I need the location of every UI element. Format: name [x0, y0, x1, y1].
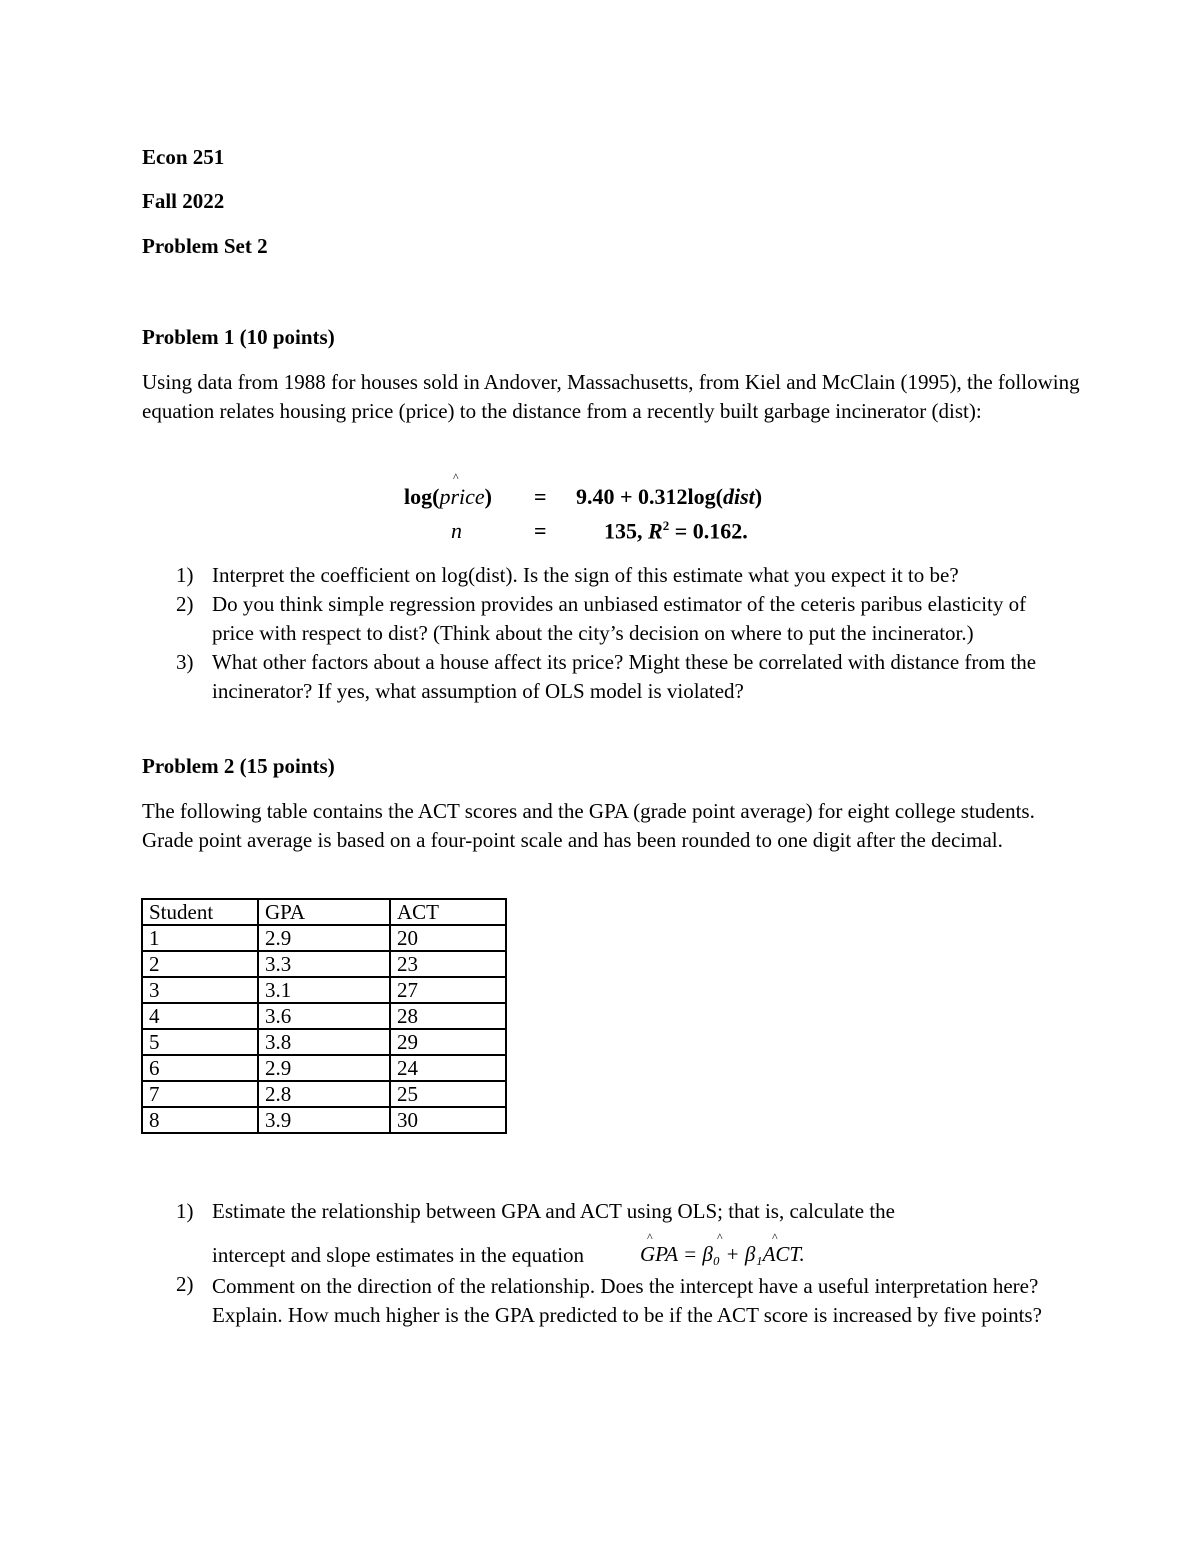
table-row: [142, 977, 506, 1003]
p2-question1-number: 1): [176, 1199, 194, 1223]
table-cell: 7: [142, 1081, 258, 1107]
course-title: Econ 251: [142, 145, 225, 169]
term: Fall 2022: [142, 189, 225, 213]
gpa-equation: GPA = β₀ + β₁ACT.: [640, 1242, 805, 1266]
problem1-questions: [142, 561, 1072, 706]
table-row: [142, 1029, 506, 1055]
question-text: Do you think simple regression provides an unbiased estimator of the ceteris paribus elasticity of price with respect to dist? (Think about the city’s decision on where to put the incinerator.): [212, 592, 1027, 645]
table-cell: 2: [142, 951, 258, 977]
equation-equals-1: =: [534, 484, 547, 509]
table-cell: 1: [142, 925, 258, 951]
problem1-title: Problem 1 (10 points): [142, 325, 335, 349]
question-number: 2): [176, 592, 194, 616]
equation-equals-2: =: [534, 518, 547, 543]
table-cell: 8: [142, 1107, 258, 1133]
problem2-title: Problem 2 (15 points): [142, 754, 335, 778]
problem1-intro: Using data from 1988 for houses sold in Andover, Massachusetts, from Kiel and McClain (1995), the following equation relates housing price (price) to the distance from a recently built garbage incinerator (dist):: [142, 370, 1080, 423]
table-row: [142, 951, 506, 977]
table-row: [142, 1003, 506, 1029]
table-cell: 24: [390, 1055, 506, 1081]
equation-n: n: [451, 518, 462, 543]
table-cell: 4: [142, 1003, 258, 1029]
table-cell: 3.1: [258, 977, 390, 1003]
table-cell: 2.9: [258, 925, 390, 951]
question-number: 3): [176, 650, 194, 674]
table-cell: 3: [142, 977, 258, 1003]
equation-lhs: log(price): [404, 484, 492, 509]
table-row: [142, 1107, 506, 1133]
question-text: What other factors about a house affect its price? Might these be correlated with distance from the incinerator? If yes, what assumption of OLS model is violated?: [212, 650, 1037, 703]
question-item: [142, 648, 1072, 706]
equation-rhs: 9.40 + 0.312log(dist): [576, 484, 763, 509]
gpa-act-table: [141, 898, 507, 1134]
table-cell: 3.3: [258, 951, 390, 977]
question-number: 1): [176, 563, 194, 587]
p2-question2-number: 2): [176, 1272, 194, 1296]
hat-mark: ^: [453, 470, 459, 484]
equation-n-value: 135, $R^2 = 0.162$.: [604, 518, 748, 544]
table-cell: 25: [390, 1081, 506, 1107]
p2-question1-line1: Estimate the relationship between GPA and ACT using OLS; that is, calculate the: [212, 1199, 895, 1223]
table-cell: 6: [142, 1055, 258, 1081]
table-cell: 2.8: [258, 1081, 390, 1107]
table-row: [142, 1081, 506, 1107]
table-header-row: [142, 899, 506, 925]
hat-mark: ^: [647, 1230, 653, 1244]
question-item: [142, 561, 1072, 590]
table-cell: 29: [390, 1029, 506, 1055]
table-cell: 5: [142, 1029, 258, 1055]
table-cell: 27: [390, 977, 506, 1003]
question-text: Interpret the coefficient on log(dist). Is the sign of this estimate what you expect it to be?: [212, 563, 959, 587]
problem-set-title: Problem Set 2: [142, 234, 268, 258]
table-cell: 3.6: [258, 1003, 390, 1029]
table-row: [142, 1055, 506, 1081]
hat-mark: ^: [772, 1230, 778, 1244]
table-header-cell: Student: [142, 899, 258, 925]
table-cell: 3.8: [258, 1029, 390, 1055]
p2-question2-text: Comment on the direction of the relationship. Does the intercept have a useful interpretation here? Explain. How much higher is the GPA predicted to be if the ACT score is increased by five points?: [212, 1274, 1042, 1327]
table-cell: 3.9: [258, 1107, 390, 1133]
table-cell: 30: [390, 1107, 506, 1133]
question-item: [142, 590, 1072, 648]
table-header-cell: ACT: [390, 899, 506, 925]
table-cell: 28: [390, 1003, 506, 1029]
table-row: [142, 925, 506, 951]
table-cell: 20: [390, 925, 506, 951]
p2-question1-line2: intercept and slope estimates in the equation: [212, 1243, 585, 1267]
table-cell: 2.9: [258, 1055, 390, 1081]
table-header-cell: GPA: [258, 899, 390, 925]
hat-mark: ^: [717, 1230, 723, 1244]
problem2-intro: The following table contains the ACT scores and the GPA (grade point average) for eight college students. Grade point average is based on a four-point scale and has been rounded to one digit after the decimal.: [142, 799, 1035, 852]
table-cell: 23: [390, 951, 506, 977]
